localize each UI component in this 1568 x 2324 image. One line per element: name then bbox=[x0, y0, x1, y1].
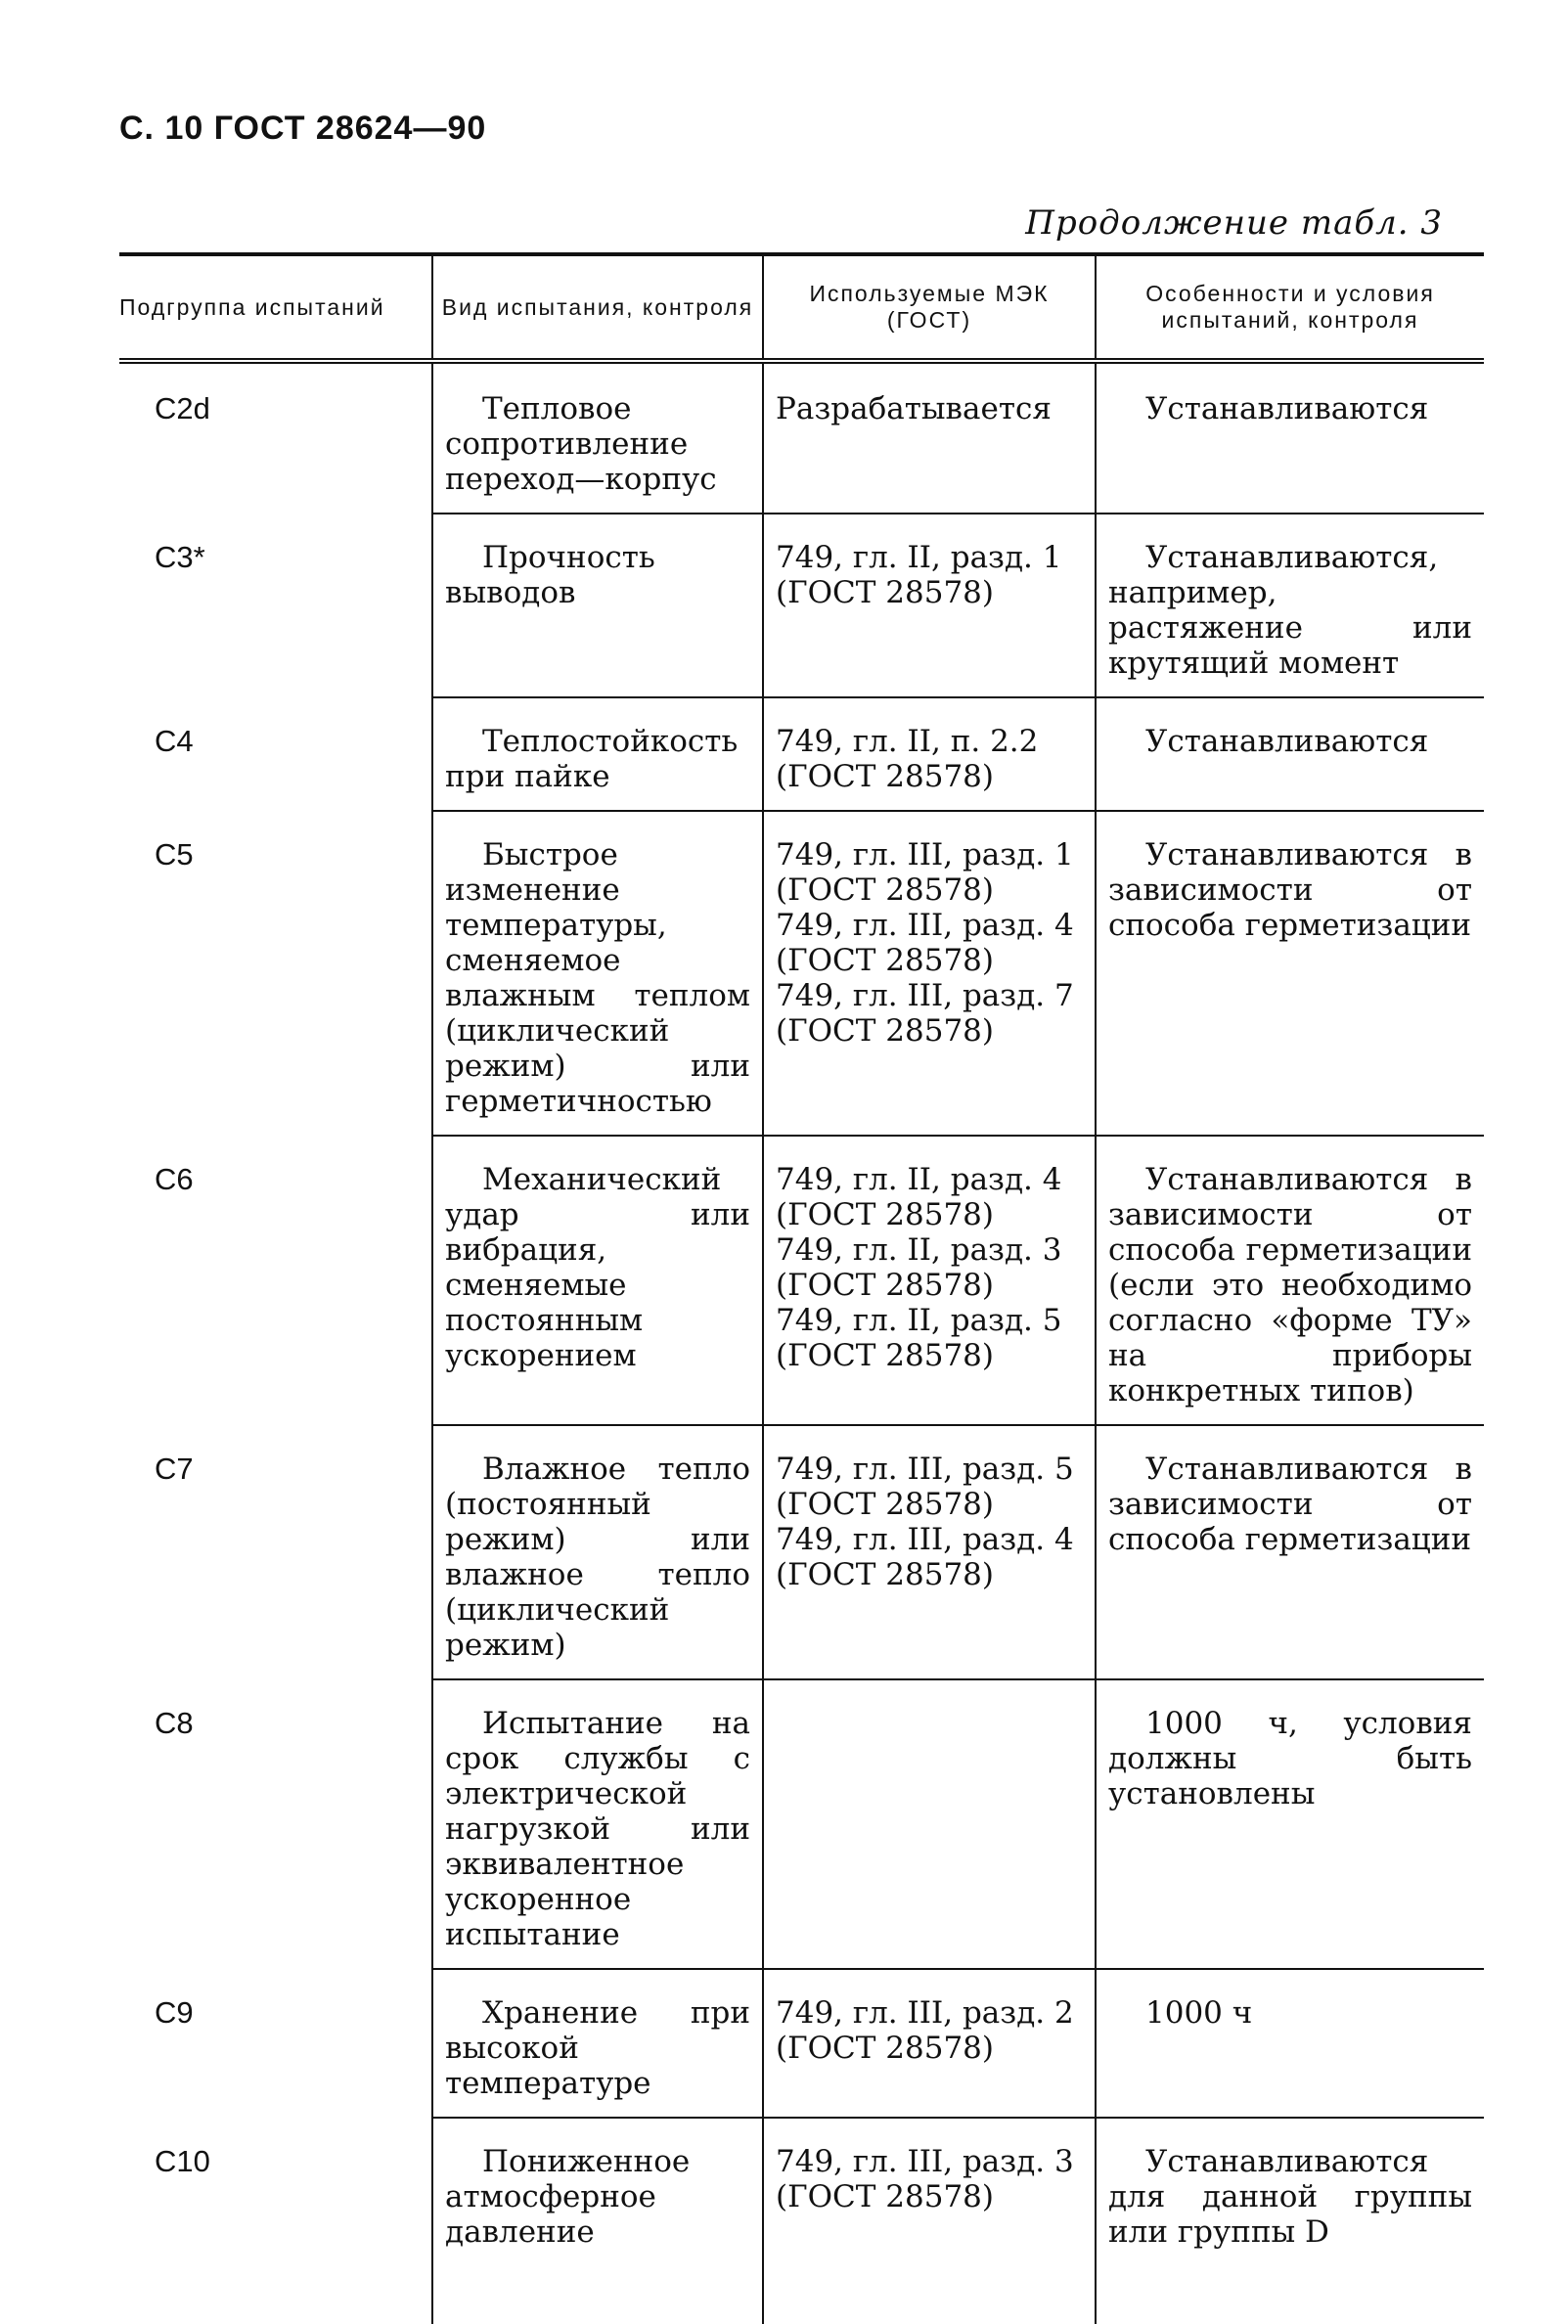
cell-test-type: Хранение при высокой температуре bbox=[432, 1969, 763, 2118]
iec-reference-line: (ГОСТ 28578) bbox=[776, 2179, 994, 2214]
table-row bbox=[119, 1136, 1484, 1425]
cell-conditions: Устанавливаются в зависимости от способа герметизации (если это необходимо согласно «форме ТУ» на приборы конкретных типов) bbox=[1096, 1136, 1484, 1425]
iec-reference-line: 749, гл. II, разд. 1 bbox=[776, 540, 1062, 575]
iec-reference-line: (ГОСТ 28578) bbox=[776, 759, 994, 794]
cell-test-type: Теплостойкость при пайке bbox=[432, 697, 763, 811]
table-row bbox=[119, 361, 1484, 514]
column-header-iec: Используемые МЭК (ГОСТ) bbox=[763, 254, 1096, 361]
cell-iec bbox=[763, 697, 1096, 811]
column-header-test-type: Вид испытания, контроля bbox=[432, 254, 763, 361]
cell-conditions: Устанавливаются bbox=[1096, 361, 1484, 514]
cell-conditions: Устанавливаются в зависимости от способа герметизации bbox=[1096, 811, 1484, 1136]
table-row bbox=[119, 1969, 1484, 2118]
iec-reference-line: 749, гл. III, разд. 7 bbox=[776, 978, 1074, 1013]
table-row bbox=[119, 514, 1484, 697]
cell-test-type: Тепловое сопротивление переход—корпус bbox=[432, 361, 763, 514]
table-tail bbox=[119, 2265, 1484, 2324]
iec-reference-line: 749, гл. III, разд. 2 bbox=[776, 1995, 1074, 2031]
cell-test-type: Прочность выводов bbox=[432, 514, 763, 697]
iec-reference-line: 749, гл. II, разд. 5 bbox=[776, 1303, 1062, 1338]
tail-cell bbox=[119, 2265, 432, 2324]
cell-iec bbox=[763, 1679, 1096, 1969]
iec-reference-line: 749, гл. III, разд. 1 bbox=[776, 837, 1074, 872]
cell-subgroup: C5 bbox=[155, 837, 194, 872]
table-row bbox=[119, 2118, 1484, 2265]
cell-subgroup: C8 bbox=[155, 1706, 194, 1740]
iec-reference-line: 749, гл. III, разд. 3 bbox=[776, 2144, 1074, 2179]
cell-iec bbox=[763, 1136, 1096, 1425]
iec-reference-line: (ГОСТ 28578) bbox=[776, 1197, 994, 1232]
iec-reference-line: (ГОСТ 28578) bbox=[776, 943, 994, 978]
tail-cell bbox=[432, 2265, 763, 2324]
table-row bbox=[119, 1679, 1484, 1969]
cell-conditions: Устанавливаются, например, растяжение или крутящий момент bbox=[1096, 514, 1484, 697]
tail-cell bbox=[763, 2265, 1096, 2324]
cell-iec bbox=[763, 1969, 1096, 2118]
cell-iec bbox=[763, 2118, 1096, 2265]
cell-iec bbox=[763, 1425, 1096, 1679]
cell-test-type: Испытание на срок службы с электрической нагрузкой или эквивалентное ускоренное испытание bbox=[432, 1679, 763, 1969]
table-row bbox=[119, 811, 1484, 1136]
cell-subgroup: C3* bbox=[155, 540, 205, 574]
cell-test-type: Механический удар или вибрация, сменяемые постоянным ускорением bbox=[432, 1136, 763, 1425]
iec-reference-line: 749, гл. III, разд. 4 bbox=[776, 1522, 1074, 1557]
page-header: С. 10 ГОСТ 28624—90 bbox=[119, 110, 487, 147]
iec-reference-line: (ГОСТ 28578) bbox=[776, 575, 994, 610]
table-continuation-label: Продолжение табл. 3 bbox=[1025, 203, 1443, 243]
cell-subgroup: C6 bbox=[155, 1162, 194, 1196]
cell-test-type: Быстрое изменение температуры, сменяемое влажным теплом (циклический режим) или герметичностью bbox=[432, 811, 763, 1136]
test-table bbox=[119, 252, 1484, 2324]
cell-iec bbox=[763, 811, 1096, 1136]
iec-reference-line: 749, гл. II, разд. 4 bbox=[776, 1162, 1062, 1197]
cell-conditions: Устанавливаются bbox=[1096, 697, 1484, 811]
table-row bbox=[119, 1425, 1484, 1679]
cell-subgroup: C2d bbox=[155, 391, 210, 425]
cell-test-type: Влажное тепло (постоянный режим) или влажное тепло (циклический режим) bbox=[432, 1425, 763, 1679]
cell-conditions: 1000 ч bbox=[1096, 1969, 1484, 2118]
cell-iec bbox=[763, 361, 1096, 514]
cell-subgroup: C9 bbox=[155, 1995, 194, 2030]
cell-subgroup: C4 bbox=[155, 724, 194, 758]
iec-reference-line: (ГОСТ 28578) bbox=[776, 1487, 994, 1522]
table-header-row bbox=[119, 254, 1484, 361]
iec-reference-line: (ГОСТ 28578) bbox=[776, 872, 994, 908]
iec-reference-line: 749, гл. II, разд. 3 bbox=[776, 1232, 1062, 1268]
iec-reference-line: 749, гл. III, разд. 4 bbox=[776, 908, 1074, 943]
cell-subgroup: C10 bbox=[155, 2144, 210, 2178]
iec-reference-line: (ГОСТ 28578) bbox=[776, 1338, 994, 1373]
iec-reference-line: (ГОСТ 28578) bbox=[776, 1557, 994, 1592]
cell-conditions: 1000 ч, условия должны быть установлены bbox=[1096, 1679, 1484, 1969]
iec-reference-line: (ГОСТ 28578) bbox=[776, 2031, 994, 2066]
cell-conditions: Устанавливаются для данной группы или группы D bbox=[1096, 2118, 1484, 2265]
column-header-conditions: Особенности и условия испытаний, контроля bbox=[1096, 254, 1484, 361]
iec-reference-line: 749, гл. II, п. 2.2 bbox=[776, 724, 1039, 759]
cell-conditions: Устанавливаются в зависимости от способа герметизации bbox=[1096, 1425, 1484, 1679]
iec-reference-line: (ГОСТ 28578) bbox=[776, 1268, 994, 1303]
table-row bbox=[119, 697, 1484, 811]
column-header-subgroup: Подгруппа испытаний bbox=[119, 254, 432, 361]
tail-cell bbox=[1096, 2265, 1484, 2324]
cell-subgroup: C7 bbox=[155, 1452, 194, 1486]
cell-test-type: Пониженное атмосферное давление bbox=[432, 2118, 763, 2265]
iec-reference-line: (ГОСТ 28578) bbox=[776, 1013, 994, 1049]
iec-reference-line: Разрабатывается bbox=[776, 391, 1052, 426]
cell-iec bbox=[763, 514, 1096, 697]
iec-reference-line: 749, гл. III, разд. 5 bbox=[776, 1452, 1074, 1487]
